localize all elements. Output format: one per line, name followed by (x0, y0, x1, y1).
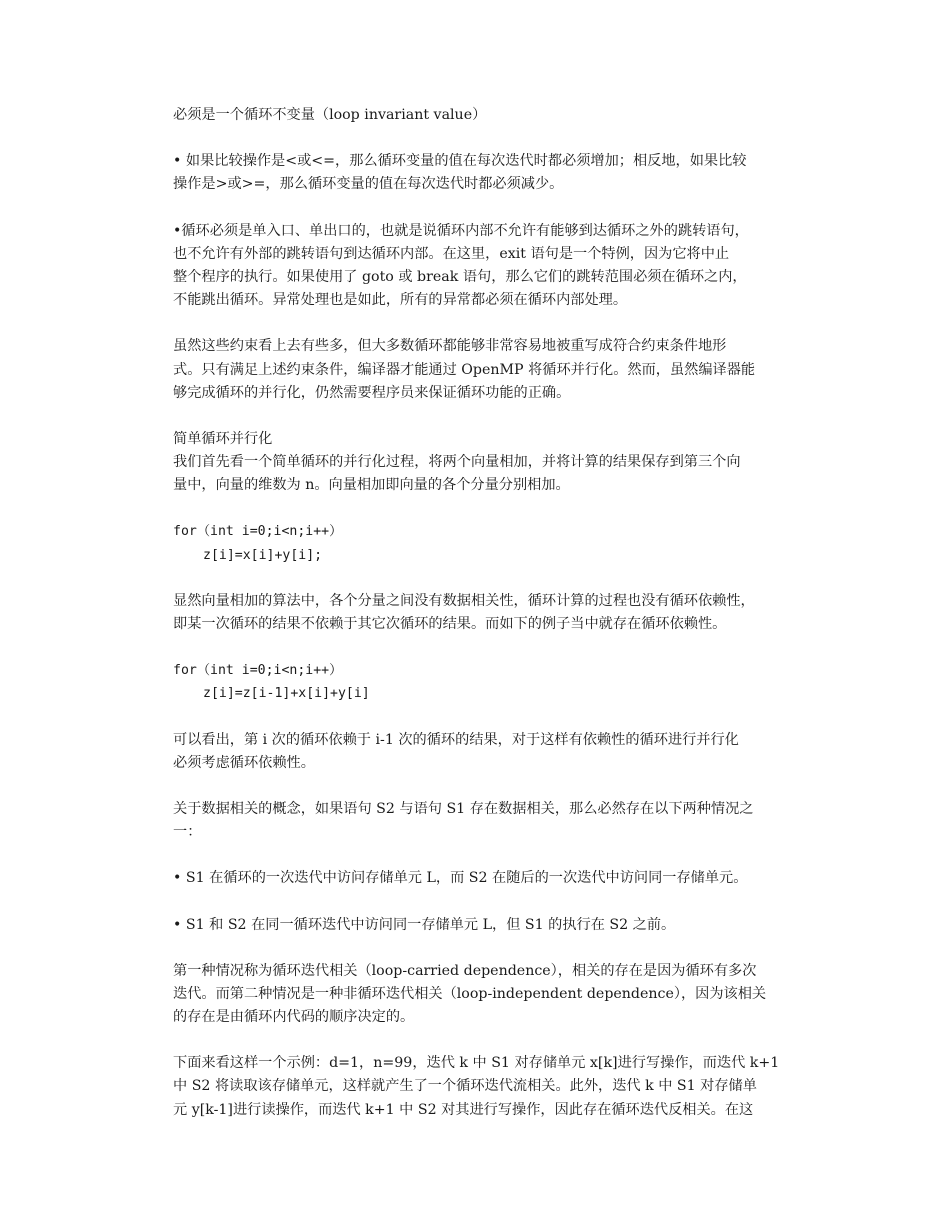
code-line: z[i]=z[i-1]+x[i]+y[i] (203, 686, 370, 702)
bullet-case-one (173, 867, 785, 890)
text-line: 下面来看这样一个示例：d=1，n=99，迭代 k 中 S1 对存储单元 x[k]进行写操作，而迭代 k+1 (173, 1055, 780, 1072)
code-block-vector-add (173, 520, 785, 566)
text-line: 关于数据相关的概念，如果语句 S2 与语句 S1 存在数据相关，那么必然存在以下两种情况之 (173, 800, 754, 817)
text-line: 式。只有满足上述约束条件，编译器才能通过 OpenMP 将循环并行化。然而，虽然编译器能 (173, 361, 756, 378)
code-block-dependent-loop (173, 659, 785, 705)
text-line: • S1 在循环的一次迭代中访问存储单元 L，而 S2 在随后的一次迭代中访问同一存储单元。 (173, 870, 748, 887)
text-line: • 如果比较操作是<或<=，那么循环变量的值在每次迭代时都必须增加；相反地，如果比较 (173, 153, 747, 170)
text-line: 必须考虑循环依赖性。 (173, 754, 315, 771)
text-line: 整个程序的执行。如果使用了 goto 或 break 语句，那么它们的跳转范围必须在循环之内， (173, 268, 747, 285)
text-line: 元 y[k-1]进行读操作，而迭代 k+1 中 S2 对其进行写操作，因此存在循环迭代反相关。在这 (173, 1101, 754, 1118)
code-line: z[i]=x[i]+y[i]; (203, 547, 323, 563)
text-line: 可以看出，第 i 次的循环依赖于 i-1 次的循环的结果，对于这样有依赖性的循环进行并行化 (173, 731, 739, 748)
text-line: 量中，向量的维数为 n。向量相加即向量的各个分量分别相加。 (173, 477, 570, 494)
text-line: 的存在是由循环内代码的顺序决定的。 (173, 1009, 415, 1026)
text-line: 中 S2 将读取该存储单元，这样就产生了一个循环迭代流相关。此外，迭代 k 中 S1 对存储单 (173, 1078, 757, 1095)
text-line: • S1 和 S2 在同一循环迭代中访问同一存储单元 L，但 S1 的执行在 S2 之前。 (173, 916, 676, 933)
bullet-single-entry-exit (173, 220, 785, 313)
text-line: 操作是>或>=，那么循环变量的值在每次迭代时都必须减少。 (173, 176, 564, 193)
paragraph-example (173, 1052, 785, 1122)
text-line: 够完成循环的并行化，仍然需要程序员来保证循环功能的正确。 (173, 384, 571, 401)
text-line: 第一种情况称为循环迭代相关（loop-carried dependence），相关的存在是因为循环有多次 (173, 962, 757, 979)
code-line: for（int i=0;i<n;i++） (173, 524, 343, 540)
text-line: 虽然这些约束看上去有些多，但大多数循环都能够非常容易地被重写成符合约束条件地形 (173, 338, 727, 355)
bullet-case-two (173, 914, 785, 937)
paragraph-loop-invariant (173, 104, 785, 127)
text-line: 即某一次循环的结果不依赖于其它次循环的结果。而如下的例子当中就存在循环依赖性。 (173, 616, 727, 632)
paragraph-data-dependence (173, 798, 785, 844)
section-heading: 简单循环并行化 (173, 430, 273, 447)
text-line: 我们首先看一个简单循环的并行化过程，将两个向量相加，并将计算的结果保存到第三个向 (173, 454, 741, 471)
paragraph-no-dependence (173, 590, 785, 636)
text-line: 一： (173, 824, 202, 841)
bullet-comparison-operator (173, 150, 785, 196)
text-line: 必须是一个循环不变量（loop invariant value） (173, 107, 487, 123)
paragraph-constraints (173, 335, 785, 405)
paragraph-loop-carried (173, 960, 785, 1030)
text-line: •循环必须是单入口、单出口的，也就是说循环内部不允许有能够到达循环之外的跳转语句， (173, 222, 749, 239)
text-line: 显然向量相加的算法中，各个分量之间没有数据相关性，循环计算的过程也没有循环依赖性， (173, 592, 755, 609)
text-line: 不能跳出循环。异常处理也是如此，所有的异常都必须在循环内部处理。 (173, 292, 628, 309)
section-simple-loop (173, 428, 785, 498)
paragraph-dependence-explained (173, 729, 785, 775)
code-line: for（int i=0;i<n;i++） (173, 663, 343, 679)
document-page (173, 104, 785, 1122)
text-line: 迭代。而第二种情况是一种非循环迭代相关（loop-independent dependence），因为该相关 (173, 985, 767, 1002)
text-line: 也不允许有外部的跳转语句到达循环内部。在这里，exit 语句是一个特例，因为它将中止 (173, 245, 730, 262)
